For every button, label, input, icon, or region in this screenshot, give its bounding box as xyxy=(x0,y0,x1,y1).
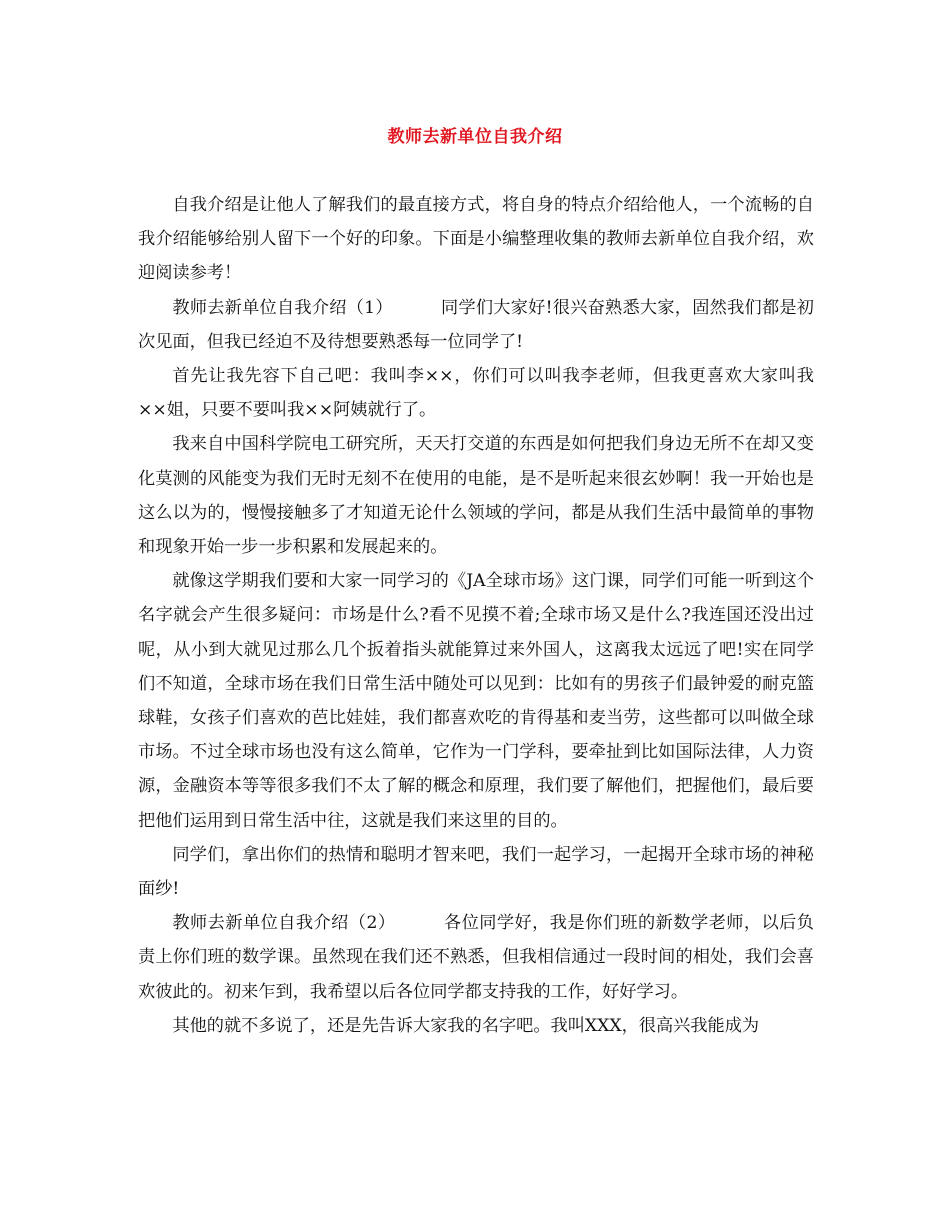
document-title: 教师去新单位自我介绍 xyxy=(387,127,563,147)
paragraph-text: 其他的就不多说了，还是先告诉大家我的名字吧。我叫XXX，很高兴我能成为 xyxy=(172,1015,760,1036)
paragraph-section-1 xyxy=(138,291,814,359)
paragraph-text: 自我介绍是让他人了解我们的最直接方式，将自身的特点介绍给他人，一个流畅的自我介绍能够给别人留下一个好的印象。下面是小编整理收集的教师去新单位自我介绍，欢迎阅读参考！ xyxy=(138,195,814,284)
paragraph-text: 我来自中国科学院电工研究所，天天打交道的东西是如何把我们身边无所不在却又变化莫测的风能变为我们无时无刻不在使用的电能，是不是听起来很玄妙啊！我一开始也是这么以为的，慢慢接触多了才知道无论什么领域的学问，都是从我们生活中最简单的事物和现象开始一步一步积累和发展起来的。 xyxy=(138,434,814,558)
paragraph-intro xyxy=(138,188,814,291)
paragraph xyxy=(138,359,814,427)
paragraph xyxy=(138,427,814,564)
paragraph-text: 各位同学好，我是你们班的新数学老师，以后负责上你们班的数学课。虽然现在我们还不熟悉，但我相信通过一段时间的相处，我们会喜欢彼此的。初来乍到，我希望以后各位同学都支持我的工作，好好学习。 xyxy=(138,913,814,1002)
paragraph xyxy=(138,838,814,906)
paragraph-text: 同学们，拿出你们的热情和聪明才智来吧，我们一起学习，一起揭开全球市场的神秘面纱! xyxy=(138,844,814,900)
paragraph-section-2 xyxy=(138,906,814,1009)
paragraph xyxy=(138,1009,814,1043)
section-heading: 教师去新单位自我介绍（2） xyxy=(172,913,396,934)
paragraph xyxy=(138,564,814,838)
paragraph-text: 同学们大家好!很兴奋熟悉大家，固然我们都是初次见面，但我已经迫不及待想要熟悉每一位同学了! xyxy=(138,297,814,352)
document-body xyxy=(138,188,814,1043)
section-heading: 教师去新单位自我介绍（1） xyxy=(172,297,393,318)
paragraph-text: 首先让我先容下自己吧：我叫李××，你们可以叫我李老师，但我更喜欢大家叫我××姐，只要不要叫我××阿姨就行了。 xyxy=(138,366,814,421)
paragraph-text: 就像这学期我们要和大家一同学习的《JA全球市场》这门课，同学们可能一听到这个名字就会产生很多疑问：市场是什么?看不见摸不着;全球市场又是什么?我连国还没出过呢，从小到大就见过那么几个扳着指头就能算过来外国人，这离我太远远了吧!实在同学们不知道，全球市场在我们日常生活中随处可以见到：比如有的男孩子们最钟爱的耐克篮球鞋，女孩子们喜欢的芭比娃娃，我们都喜欢吃的肯得基和麦当劳，这些都可以叫做全球市场。不过全球市场也没有这么简单，它作为一门学科，要牵扯到比如国际法律，人力资源，金融资本等等很多我们不太了解的概念和原理，我们要了解他们，把握他们，最后要把他们运用到日常生活中往，这就是我们来这里的目的。 xyxy=(138,571,814,831)
